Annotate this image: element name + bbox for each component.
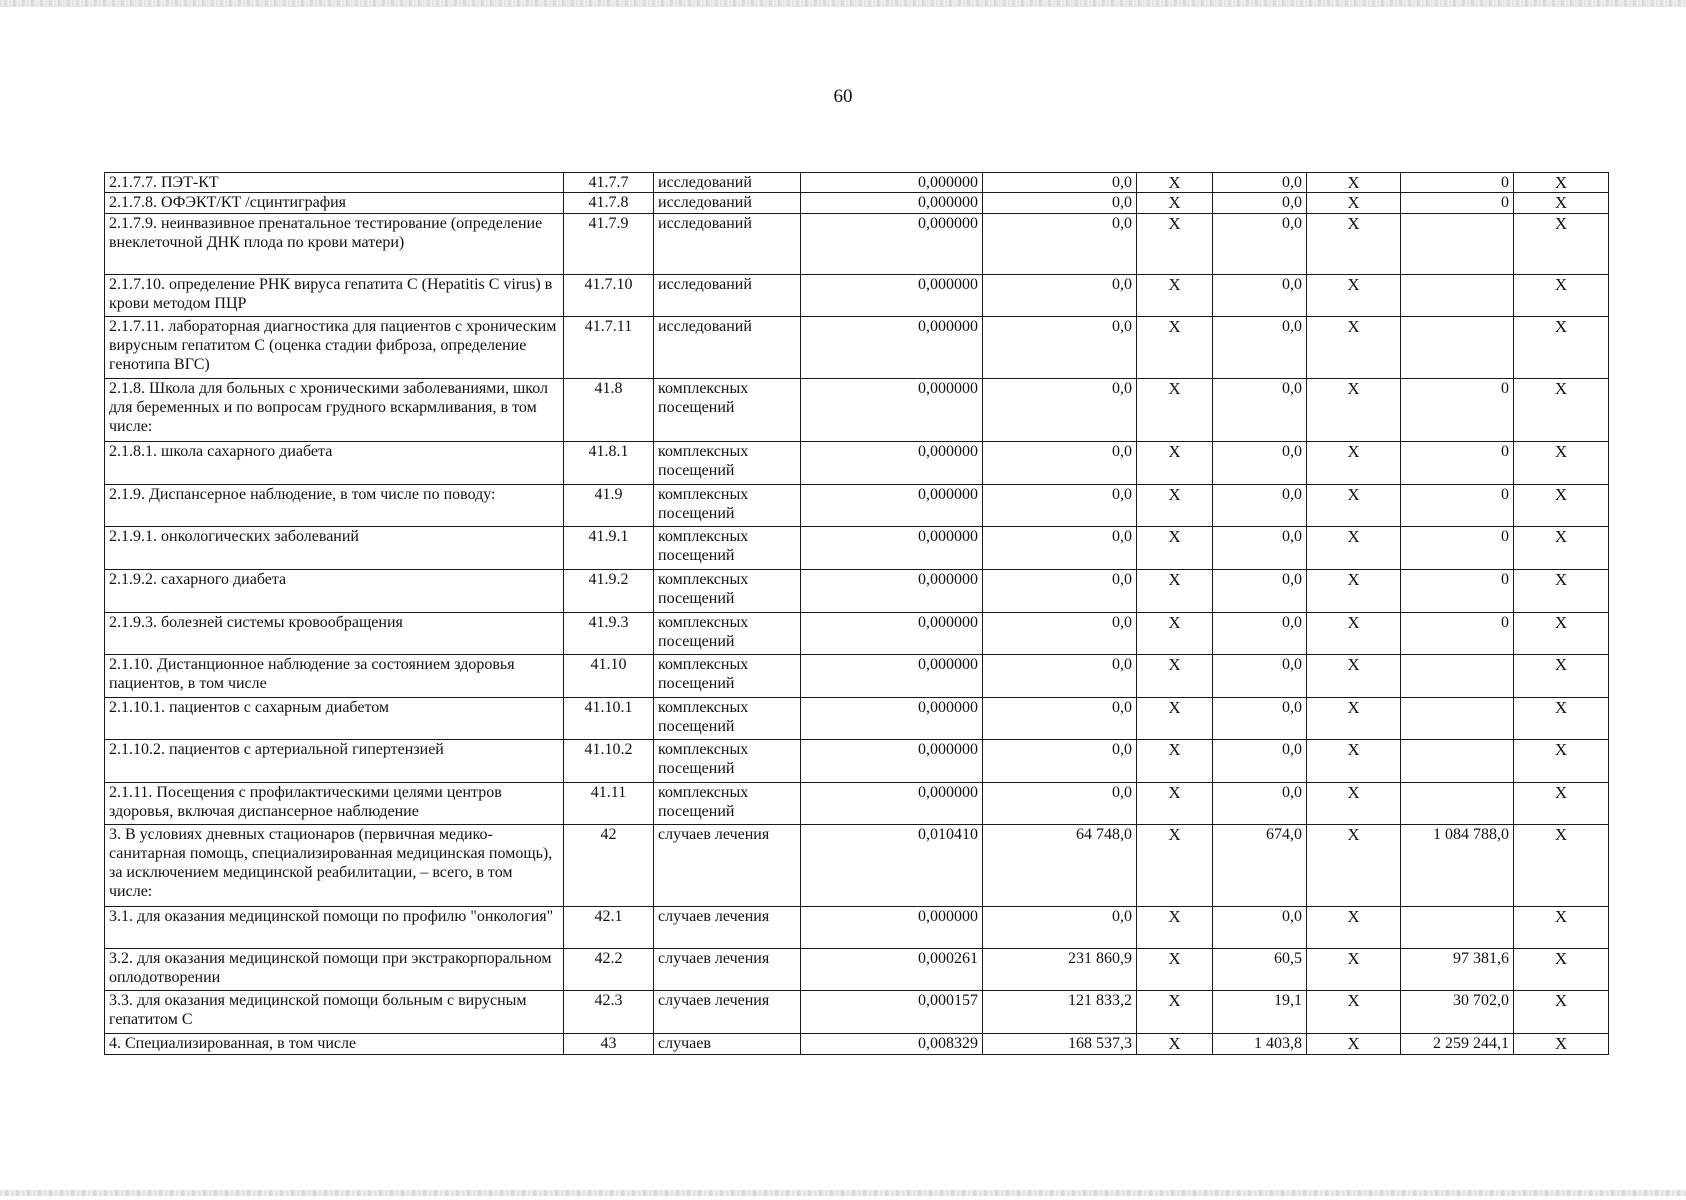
row-norm: 0,000000 <box>801 655 983 698</box>
row-x2: X <box>1307 485 1401 527</box>
row-v2: 0,0 <box>1213 613 1307 655</box>
row-unit: комплексных посещений <box>654 613 801 655</box>
row-name: 3.1. для оказания медицинской помощи по профилю "онкология" <box>105 907 564 949</box>
row-code: 41.8 <box>564 379 654 442</box>
table-row <box>105 214 1609 275</box>
row-v2: 0,0 <box>1213 275 1307 317</box>
row-name: 2.1.9.2. сахарного диабета <box>105 570 564 613</box>
row-cost: 231 860,9 <box>983 949 1137 991</box>
scan-edge-top <box>0 0 1686 7</box>
row-cost: 0,0 <box>983 214 1137 275</box>
row-x3: X <box>1514 317 1609 379</box>
row-name: 3. В условиях дневных стационаров (первичная медико-санитарная помощь, специализированная медицинская помощь), за исключением медицинской реабилитации, – всего, в том числе: <box>105 825 564 907</box>
row-code: 42 <box>564 825 654 907</box>
row-x3: X <box>1514 783 1609 825</box>
row-x3: X <box>1514 193 1609 214</box>
row-cost: 0,0 <box>983 173 1137 193</box>
row-unit: исследований <box>654 317 801 379</box>
table-row <box>105 698 1609 740</box>
table-row <box>105 613 1609 655</box>
row-x2: X <box>1307 740 1401 783</box>
row-x1: X <box>1137 613 1213 655</box>
table-row <box>105 783 1609 825</box>
row-x1: X <box>1137 379 1213 442</box>
row-x1: X <box>1137 991 1213 1034</box>
row-x3: X <box>1514 275 1609 317</box>
row-name: 2.1.9.1. онкологических заболеваний <box>105 527 564 570</box>
table-body <box>105 173 1609 1055</box>
row-norm: 0,000000 <box>801 783 983 825</box>
row-name: 2.1.8.1. школа сахарного диабета <box>105 442 564 485</box>
row-x3: X <box>1514 485 1609 527</box>
table-row <box>105 442 1609 485</box>
row-sum: 2 259 244,1 <box>1401 1034 1514 1055</box>
row-cost: 64 748,0 <box>983 825 1137 907</box>
row-code: 42.3 <box>564 991 654 1034</box>
row-code: 42.2 <box>564 949 654 991</box>
row-sum: 30 702,0 <box>1401 991 1514 1034</box>
row-name: 2.1.10.1. пациентов с сахарным диабетом <box>105 698 564 740</box>
row-unit: исследований <box>654 173 801 193</box>
row-unit: комплексных посещений <box>654 485 801 527</box>
row-cost: 0,0 <box>983 379 1137 442</box>
row-code: 41.7.8 <box>564 193 654 214</box>
row-sum: 0 <box>1401 613 1514 655</box>
row-norm: 0,000000 <box>801 379 983 442</box>
row-x3: X <box>1514 527 1609 570</box>
row-cost: 0,0 <box>983 527 1137 570</box>
row-sum: 1 084 788,0 <box>1401 825 1514 907</box>
row-norm: 0,010410 <box>801 825 983 907</box>
row-x2: X <box>1307 783 1401 825</box>
row-name: 2.1.9. Диспансерное наблюдение, в том числе по поводу: <box>105 485 564 527</box>
page-number: 60 <box>833 86 853 107</box>
row-code: 41.8.1 <box>564 442 654 485</box>
row-x1: X <box>1137 570 1213 613</box>
row-unit: исследований <box>654 275 801 317</box>
row-cost: 0,0 <box>983 698 1137 740</box>
row-cost: 0,0 <box>983 740 1137 783</box>
table-row <box>105 949 1609 991</box>
row-x2: X <box>1307 655 1401 698</box>
row-code: 41.10.2 <box>564 740 654 783</box>
row-x1: X <box>1137 193 1213 214</box>
row-x1: X <box>1137 740 1213 783</box>
row-name: 4. Специализированная, в том числе <box>105 1034 564 1055</box>
row-code: 41.7.11 <box>564 317 654 379</box>
row-x3: X <box>1514 698 1609 740</box>
row-code: 41.9.1 <box>564 527 654 570</box>
row-norm: 0,000000 <box>801 442 983 485</box>
row-unit: случаев <box>654 1034 801 1055</box>
row-cost: 121 833,2 <box>983 991 1137 1034</box>
row-sum: 0 <box>1401 485 1514 527</box>
row-x2: X <box>1307 379 1401 442</box>
row-cost: 0,0 <box>983 317 1137 379</box>
row-sum: 0 <box>1401 193 1514 214</box>
row-name: 2.1.10. Дистанционное наблюдение за состоянием здоровья пациентов, в том числе <box>105 655 564 698</box>
row-sum: 97 381,6 <box>1401 949 1514 991</box>
row-v2: 0,0 <box>1213 655 1307 698</box>
row-x2: X <box>1307 442 1401 485</box>
row-x2: X <box>1307 1034 1401 1055</box>
row-unit: случаев лечения <box>654 991 801 1034</box>
table-row <box>105 1034 1609 1055</box>
row-code: 41.9.3 <box>564 613 654 655</box>
row-unit: исследований <box>654 214 801 275</box>
row-name: 2.1.11. Посещения с профилактическими целями центров здоровья, включая диспансерное наблюдение <box>105 783 564 825</box>
row-x2: X <box>1307 275 1401 317</box>
row-cost: 0,0 <box>983 193 1137 214</box>
row-code: 42.1 <box>564 907 654 949</box>
tariff-table <box>104 172 1609 1055</box>
row-x1: X <box>1137 698 1213 740</box>
row-x2: X <box>1307 570 1401 613</box>
row-x1: X <box>1137 527 1213 570</box>
row-x1: X <box>1137 907 1213 949</box>
row-unit: случаев лечения <box>654 907 801 949</box>
row-v2: 0,0 <box>1213 485 1307 527</box>
row-x1: X <box>1137 825 1213 907</box>
row-x1: X <box>1137 173 1213 193</box>
row-code: 41.9.2 <box>564 570 654 613</box>
scan-edge-bottom <box>0 1190 1686 1196</box>
row-norm: 0,000000 <box>801 275 983 317</box>
row-cost: 168 537,3 <box>983 1034 1137 1055</box>
row-norm: 0,000000 <box>801 740 983 783</box>
row-unit: исследований <box>654 193 801 214</box>
row-norm: 0,000157 <box>801 991 983 1034</box>
row-cost: 0,0 <box>983 442 1137 485</box>
row-sum: 0 <box>1401 173 1514 193</box>
row-sum <box>1401 698 1514 740</box>
table-row <box>105 275 1609 317</box>
row-x2: X <box>1307 991 1401 1034</box>
row-x2: X <box>1307 698 1401 740</box>
table-row <box>105 527 1609 570</box>
table-row <box>105 379 1609 442</box>
row-norm: 0,000000 <box>801 613 983 655</box>
table-row <box>105 570 1609 613</box>
row-v2: 0,0 <box>1213 442 1307 485</box>
row-x3: X <box>1514 655 1609 698</box>
row-name: 2.1.8. Школа для больных с хроническими заболеваниями, школ для беременных и по вопросам грудного вскармливания, в том числе: <box>105 379 564 442</box>
row-cost: 0,0 <box>983 570 1137 613</box>
row-x2: X <box>1307 193 1401 214</box>
row-unit: комплексных посещений <box>654 442 801 485</box>
row-x3: X <box>1514 991 1609 1034</box>
row-v2: 19,1 <box>1213 991 1307 1034</box>
row-v2: 0,0 <box>1213 214 1307 275</box>
row-cost: 0,0 <box>983 783 1137 825</box>
row-x2: X <box>1307 907 1401 949</box>
row-x2: X <box>1307 214 1401 275</box>
row-code: 41.7.7 <box>564 173 654 193</box>
row-unit: комплексных посещений <box>654 783 801 825</box>
row-v2: 0,0 <box>1213 740 1307 783</box>
row-code: 41.11 <box>564 783 654 825</box>
row-x3: X <box>1514 907 1609 949</box>
table-row <box>105 655 1609 698</box>
row-x3: X <box>1514 1034 1609 1055</box>
row-v2: 60,5 <box>1213 949 1307 991</box>
table-row <box>105 740 1609 783</box>
row-v2: 0,0 <box>1213 907 1307 949</box>
row-cost: 0,0 <box>983 613 1137 655</box>
row-norm: 0,000000 <box>801 527 983 570</box>
row-sum <box>1401 214 1514 275</box>
row-x2: X <box>1307 317 1401 379</box>
row-norm: 0,000000 <box>801 698 983 740</box>
row-v2: 0,0 <box>1213 193 1307 214</box>
row-sum: 0 <box>1401 379 1514 442</box>
row-v2: 0,0 <box>1213 527 1307 570</box>
row-code: 41.10 <box>564 655 654 698</box>
row-x3: X <box>1514 379 1609 442</box>
row-x1: X <box>1137 949 1213 991</box>
row-unit: комплексных посещений <box>654 655 801 698</box>
row-norm: 0,000261 <box>801 949 983 991</box>
row-sum <box>1401 740 1514 783</box>
row-norm: 0,000000 <box>801 907 983 949</box>
row-x1: X <box>1137 214 1213 275</box>
row-v2: 1 403,8 <box>1213 1034 1307 1055</box>
row-name: 2.1.7.7. ПЭТ-КТ <box>105 173 564 193</box>
row-name: 2.1.7.9. неинвазивное пренатальное тестирование (определение внеклеточной ДНК плода по крови матери) <box>105 214 564 275</box>
row-v2: 0,0 <box>1213 379 1307 442</box>
row-norm: 0,000000 <box>801 317 983 379</box>
row-v2: 0,0 <box>1213 570 1307 613</box>
row-sum: 0 <box>1401 570 1514 613</box>
row-cost: 0,0 <box>983 275 1137 317</box>
row-unit: комплексных посещений <box>654 379 801 442</box>
row-v2: 0,0 <box>1213 173 1307 193</box>
row-x3: X <box>1514 570 1609 613</box>
row-v2: 0,0 <box>1213 698 1307 740</box>
row-x2: X <box>1307 613 1401 655</box>
table-row <box>105 907 1609 949</box>
row-code: 41.7.9 <box>564 214 654 275</box>
table-row <box>105 991 1609 1034</box>
row-unit: комплексных посещений <box>654 698 801 740</box>
row-x1: X <box>1137 783 1213 825</box>
row-norm: 0,008329 <box>801 1034 983 1055</box>
row-code: 41.10.1 <box>564 698 654 740</box>
row-x1: X <box>1137 442 1213 485</box>
row-norm: 0,000000 <box>801 173 983 193</box>
row-x2: X <box>1307 949 1401 991</box>
row-x2: X <box>1307 527 1401 570</box>
row-name: 3.2. для оказания медицинской помощи при экстракорпоральном оплодотворении <box>105 949 564 991</box>
row-x2: X <box>1307 825 1401 907</box>
table-row <box>105 485 1609 527</box>
row-name: 3.3. для оказания медицинской помощи больным с вирусным гепатитом С <box>105 991 564 1034</box>
row-norm: 0,000000 <box>801 570 983 613</box>
row-v2: 0,0 <box>1213 783 1307 825</box>
row-sum: 0 <box>1401 442 1514 485</box>
row-x1: X <box>1137 317 1213 379</box>
row-unit: случаев лечения <box>654 825 801 907</box>
row-sum <box>1401 655 1514 698</box>
row-cost: 0,0 <box>983 655 1137 698</box>
row-code: 41.7.10 <box>564 275 654 317</box>
row-x1: X <box>1137 485 1213 527</box>
row-x2: X <box>1307 173 1401 193</box>
row-sum <box>1401 317 1514 379</box>
row-x3: X <box>1514 740 1609 783</box>
row-unit: комплексных посещений <box>654 527 801 570</box>
table-row <box>105 193 1609 214</box>
row-norm: 0,000000 <box>801 485 983 527</box>
row-norm: 0,000000 <box>801 214 983 275</box>
row-x3: X <box>1514 825 1609 907</box>
row-code: 43 <box>564 1034 654 1055</box>
table-row <box>105 825 1609 907</box>
row-cost: 0,0 <box>983 907 1137 949</box>
row-x3: X <box>1514 173 1609 193</box>
row-x3: X <box>1514 613 1609 655</box>
row-v2: 0,0 <box>1213 317 1307 379</box>
row-name: 2.1.7.11. лабораторная диагностика для пациентов с хроническим вирусным гепатитом С (оценка стадии фиброза, определение генотипа ВГС) <box>105 317 564 379</box>
row-norm: 0,000000 <box>801 193 983 214</box>
row-name: 2.1.7.8. ОФЭКТ/КТ /сцинтиграфия <box>105 193 564 214</box>
row-name: 2.1.10.2. пациентов с артериальной гипертензией <box>105 740 564 783</box>
row-sum <box>1401 783 1514 825</box>
row-x3: X <box>1514 214 1609 275</box>
row-sum: 0 <box>1401 527 1514 570</box>
row-x3: X <box>1514 442 1609 485</box>
row-cost: 0,0 <box>983 485 1137 527</box>
row-name: 2.1.7.10. определение РНК вируса гепатита С (Hepatitis C virus) в крови методом ПЦР <box>105 275 564 317</box>
row-unit: комплексных посещений <box>654 740 801 783</box>
row-x3: X <box>1514 949 1609 991</box>
row-sum <box>1401 275 1514 317</box>
row-unit: случаев лечения <box>654 949 801 991</box>
row-name: 2.1.9.3. болезней системы кровообращения <box>105 613 564 655</box>
row-x1: X <box>1137 655 1213 698</box>
table-row <box>105 317 1609 379</box>
row-x1: X <box>1137 1034 1213 1055</box>
row-unit: комплексных посещений <box>654 570 801 613</box>
row-sum <box>1401 907 1514 949</box>
row-x1: X <box>1137 275 1213 317</box>
table-row <box>105 173 1609 193</box>
row-v2: 674,0 <box>1213 825 1307 907</box>
row-code: 41.9 <box>564 485 654 527</box>
